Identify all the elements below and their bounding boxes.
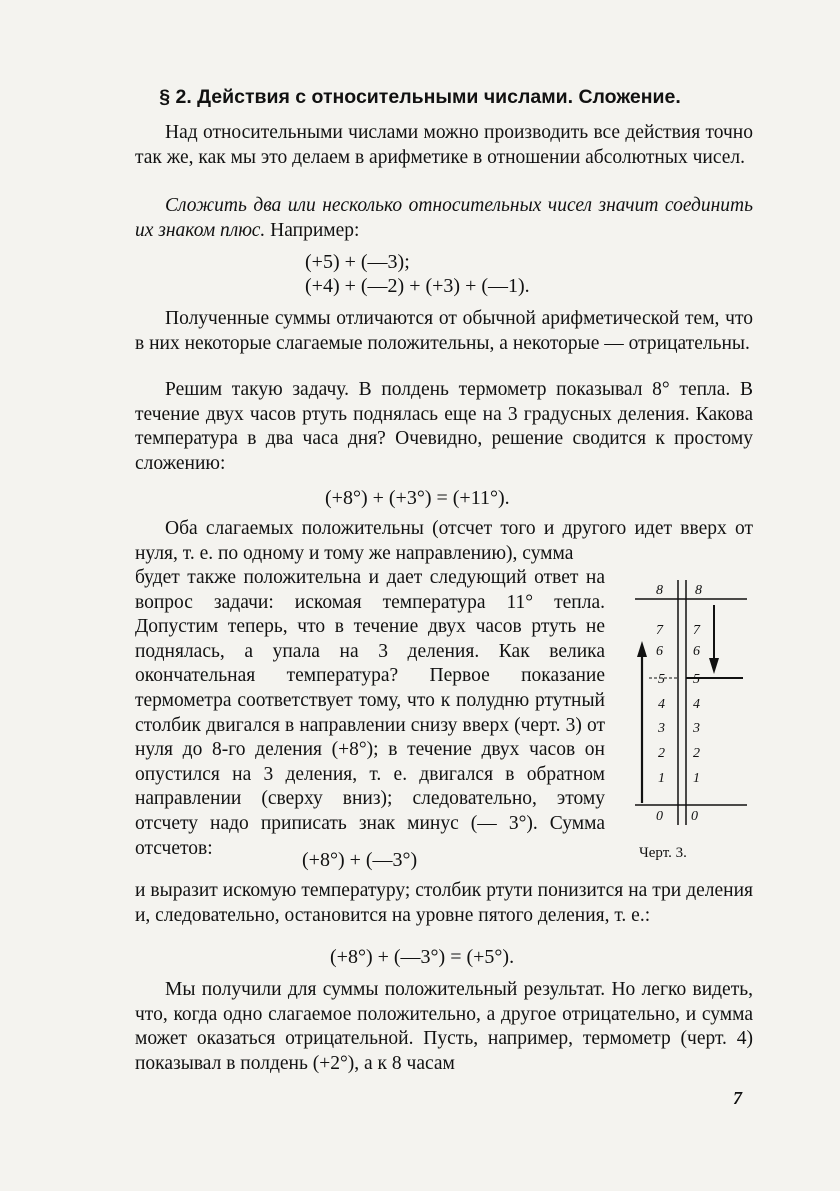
formula-2: (+8°) + (+3°) = (+11°).: [325, 487, 510, 509]
right-label-5: 5: [693, 672, 700, 687]
right-label-6: 6: [693, 644, 700, 659]
paragraph-7: и выразит искомую температуру; столбик ртути понизится на три деления и, следовательно, остановится на уровне пятого деления, т. е.:: [135, 880, 753, 926]
left-label-0: 0: [656, 809, 663, 824]
right-label-1: 1: [693, 771, 700, 786]
left-label-4: 4: [658, 697, 665, 712]
right-label-4: 4: [693, 697, 700, 712]
paragraph-8: Мы получили для суммы положительный результат. Но легко видеть, что, когда одно слагаемое положительно, а другое отрицательно, и сумма может оказаться отрицательной. Пусть, например, термометр (черт. 4) показывал в полдень (+2°), а к 8 часам: [135, 979, 753, 1074]
page-number: 7: [733, 1088, 742, 1108]
left-label-1: 1: [658, 771, 665, 786]
paragraph-6: будет также положительна и дает следующий ответ на вопрос задачи: искомая температура 11° тепла. Допустим теперь, что в течение двух часов ртуть не поднялась, а упала на 3 деления. Как велика окончательная температура? Первое показание термометра соответствует тому, что к полудню ртутный столбик двигался в направлении снизу вверх (черт. 3) от нуля до 8-го деления (+8°); в течение двух часов он опустился на 3 деления, т. е. двигался в обратном направлении (сверху вниз); следовательно, этому отсчету надо приписать знак минус (— 3°). Сумма отсчетов:: [135, 567, 605, 859]
right-label-2: 2: [693, 746, 700, 761]
right-label-8: 8: [695, 583, 702, 598]
left-label-6: 6: [656, 644, 663, 659]
paragraph-2: [135, 194, 753, 243]
formula-4: (+8°) + (—3°) = (+5°).: [330, 946, 515, 968]
left-label-5: 5: [658, 672, 665, 687]
definition-italic: Сложить два или несколько относительных чисел значит соединить их знаком плюс.: [135, 195, 753, 241]
paragraph-2-rest: Например:: [265, 219, 360, 241]
left-label-8: 8: [656, 583, 663, 598]
paragraph-3: Полученные суммы отличаются от обычной арифметической тем, что в них некоторые слагаемые положительны, а некоторые — отрицательны.: [135, 308, 753, 354]
paragraph-1: Над относительными числами можно производить все действия точно так же, как мы это делаем в арифметике в отношении абсолютных чисел.: [135, 122, 753, 168]
formula-3: (+8°) + (—3°): [302, 849, 418, 871]
figure-caption: Черт. 3.: [639, 845, 687, 861]
right-label-0: 0: [691, 809, 698, 824]
up-arrowhead-icon: [637, 641, 647, 657]
thermometer-figure: [615, 575, 765, 830]
section-heading: § 2. Действия с относительными числами. Сложение.: [159, 86, 681, 108]
right-label-3: 3: [693, 721, 700, 736]
left-label-2: 2: [658, 746, 665, 761]
left-label-7: 7: [656, 623, 663, 638]
down-arrowhead-icon: [709, 658, 719, 674]
right-label-7: 7: [693, 623, 700, 638]
formula-1b: (+4) + (—2) + (+3) + (—1).: [305, 275, 530, 297]
formula-1a: (+5) + (—3);: [305, 251, 410, 273]
paragraph-5: Оба слагаемых положительны (отсчет того и другого идет вверх от нуля, т. е. по одному и тому же направлению), сумма: [135, 518, 753, 564]
paragraph-4: Решим такую задачу. В полдень термометр показывал 8° тепла. В течение двух часов ртуть поднялась еще на 3 градусных деления. Какова температура в два часа дня? Очевидно, решение сводится к простому сложению:: [135, 379, 753, 474]
left-label-3: 3: [658, 721, 665, 736]
